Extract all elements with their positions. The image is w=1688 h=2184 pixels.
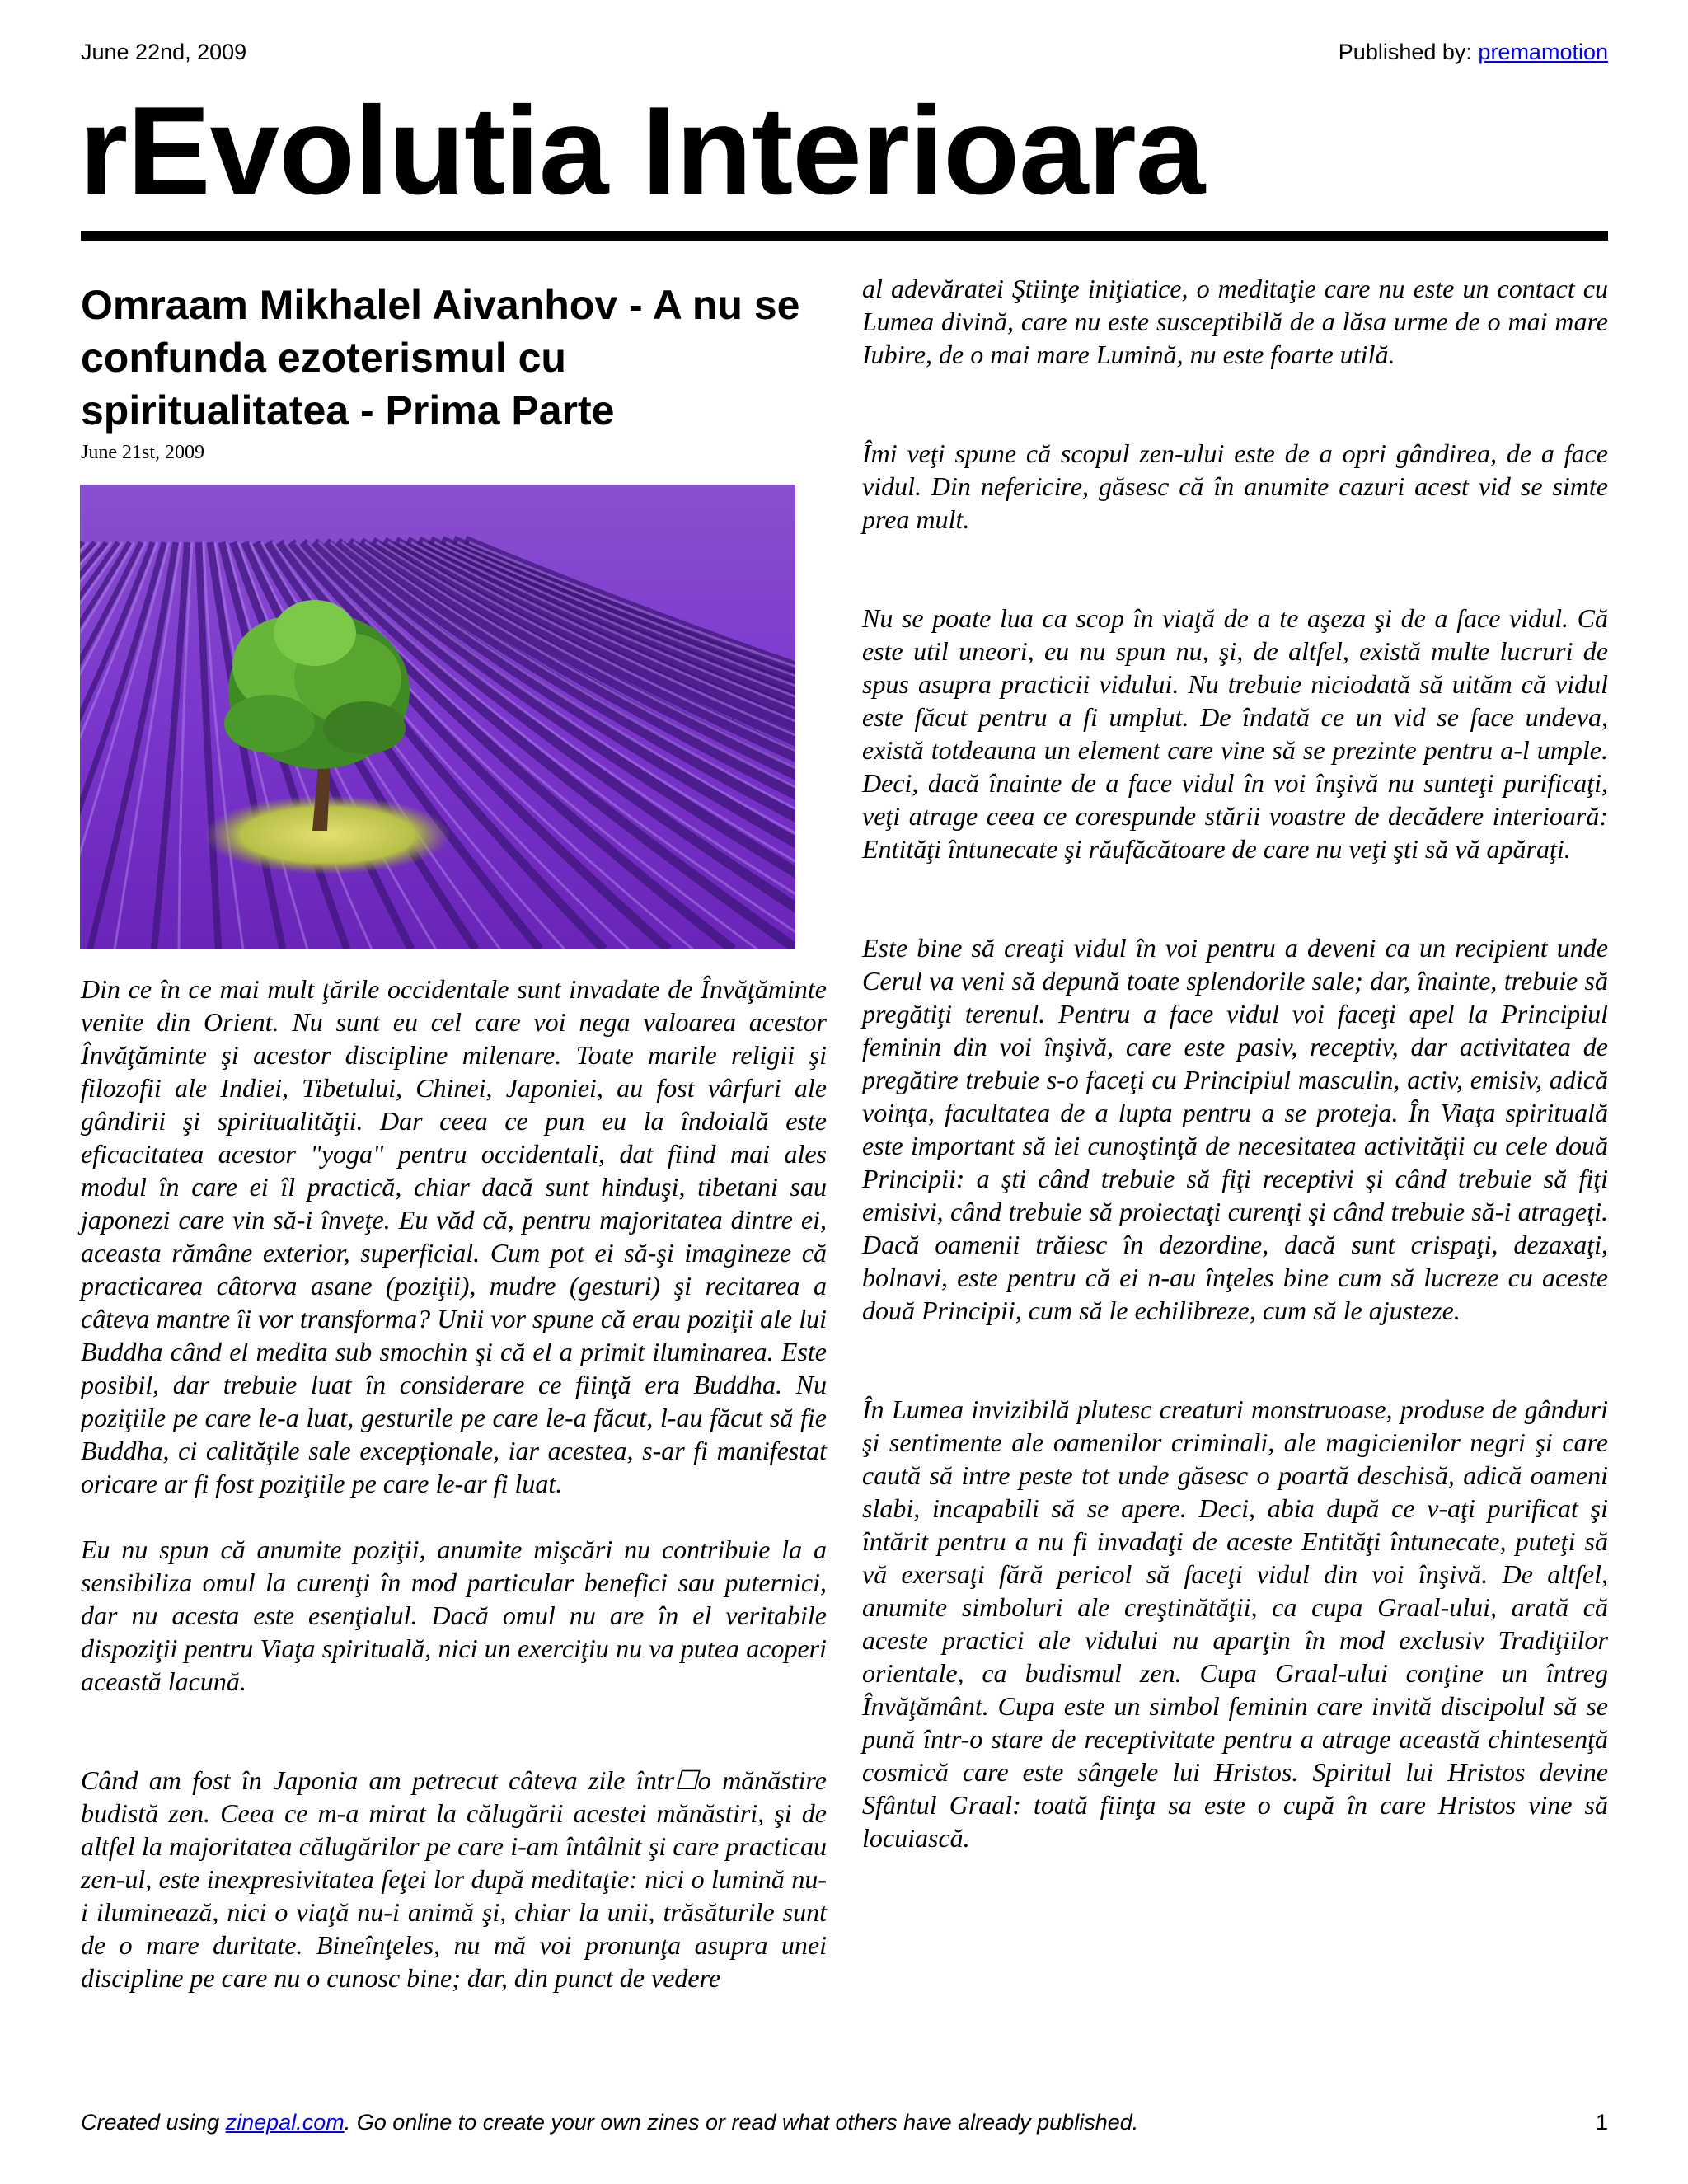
paragraph: Îmi veţi spune că scopul zen-ului este de a opri gândirea, de a face vidul. Din nefericire, găsesc că în anumite cazuri acest vid se simte prea mult. <box>862 438 1608 534</box>
page-number: 1 <box>1595 2110 1608 2135</box>
article-date: June 21st, 2009 <box>81 442 204 463</box>
zinepal-link[interactable]: zinepal.com <box>225 2110 345 2135</box>
lavender-field-photo <box>80 485 795 949</box>
paragraph: În Lumea invizibilă plutesc creaturi monstruoase, produse de gânduri şi sentimente ale oamenilor criminali, ale magicienilor negri şi care caută să intre peste tot unde găsesc o poartă deschisă, adică oameni slabi, incapabili să se apere. Deci, abia după ce v-aţi purificat şi întărit pentru a nu fi invadaţi de aceste Entităţi întunecate, puteţi să vă exersaţi fără pericol să faceţi vidul din voi înşivă. De altfel, anumite simboluri ale creştinătăţii, ca cupa Graal-ului, arată că aceste practici ale vidului nu aparţin în mod exclusiv Tradiţiilor orientale, ca budismul zen. Cupa Graal-ului conţine un întreg Învăţământ. Cupa este un simbol feminin care invită discipolul să se pună într-o stare de receptivitate pentru a atrage această chintesenţă cosmică care este sângele lui Hristos. Spiritul lui Hristos devine Sfântul Graal: toată fiinţa sa este o cupă în care Hristos vine să locuiască. <box>862 1394 1608 1853</box>
paragraph: Din ce în ce mai mult ţările occidentale sunt invadate de Învăţăminte venite din Orient. Nu sunt eu cel care voi nega valoarea acestor Învăţăminte şi acestor discipline milenare. Toate marile religii şi filozofii ale Indiei, Tibetului, Chinei, Japoniei, au fost vârfuri ale gândirii şi spiritualităţii. Dar ceea ce pun eu la îndoială este eficacitatea acestor "yoga" pentru occidentali, dat fiind mai ales modul în care ei îl practică, chiar dacă sunt hinduşi, tibetani sau japonezi care vin să-i înveţe. Eu văd că, pentru majoritatea dintre ei, aceasta rămâne exterior, superficial. Cum pot ei să-şi imagineze că practicarea câtorva asane (poziţii), mudre (gesturi) şi recitarea a câteva mantre îi vor transforma? Unii vor spune că erau poziţii ale lui Buddha când el medita sub smochin şi că el a primit iluminarea. Este posibil, dar trebuie luat în considerare ce fiinţă era Buddha. Nu poziţiile pe care le-a luat, gesturile pe care le-a făcut, l-au făcut să fie Buddha, ci calităţile sale excepţionale, iar acestea, s-ar fi manifestat oricare ar fi fost poziţiile pe care le-ar fi luat. <box>81 974 827 1498</box>
paragraph: al adevăratei Ştiinţe iniţiatice, o meditaţie care nu este un contact cu Lumea divină, care nu este susceptibilă de a lăsa urme de o mai mare Iubire, de o mai mare Lumină, nu este foarte utilă. <box>862 274 1608 369</box>
paragraph: Este bine să creaţi vidul în voi pentru a deveni ca un recipient unde Cerul va veni să depună toate splendorile sale; dar, înainte, trebuie să pregătiţi terenul. Pentru a face vidul voi faceţi apel la Principiul feminin din voi înşivă, care este pasiv, receptiv, dar activitatea de pregătire trebuie s-o faceţi cu Principiul masculin, activ, emisiv, adică voinţa, facultatea de a lupta pentru a se proteja. În Viaţa spirituală este important să iei cunoştinţă de necesitatea activităţii cu cele două Principii: a şti când trebuie să fiţi receptivi şi când trebuie să fiţi emisivi, când trebuie să proiectaţi curenţi şi când trebuie să-i atrageţi. Dacă oamenii trăiesc în dezordine, dacă sunt crispaţi, dezaxaţi, bolnavi, este pentru că ei n-au înţeles bine cum să lucreze cu aceste două Principii, cum să le echilibreze, cum să le ajusteze. <box>862 933 1608 1325</box>
paragraph: Eu nu spun că anumite poziţii, anumite mişcări nu contribuie la a sensibiliza omul la curenţi în mod particular benefici sau puternici, dar nu acesta este esenţialul. Dacă omul nu are în el veritabile dispoziţii pentru Viaţa spirituală, nici un exerciţiu nu va putea acoperi această lacună. <box>81 1535 827 1696</box>
footer-created-label: Created using <box>81 2110 220 2135</box>
masthead-title: rEvolutia Interioara <box>79 81 1205 221</box>
article-column-left <box>81 972 827 1994</box>
footer-tagline: . Go online to create your own zines or read what others have already published. <box>344 2110 1139 2135</box>
article-title: Omraam Mikhalel Aivanhov - A nu se confunda ezoterismul cu spiritualitatea - Prima Parte <box>81 282 800 434</box>
publisher-line <box>1339 40 1608 65</box>
masthead-rule <box>81 231 1608 241</box>
paragraph: Nu se poate lua ca scop în viaţă de a te aşeza şi de a face vidul. Că este util uneori, eu nu spun nu, şi, de altfel, există multe lucruri de spus asupra practicii vidului. Nu trebuie niciodată să uităm că vidul este făcut pentru a fi umplut. De îndată ce un vid se face undeva, există totdeauna un element care vine să se prezinte pentru a-l umple. Deci, dacă înainte de a face vidul în voi înşivă nu sunteţi purificaţi, veţi atrage ceea ce corespunde stării voastre de decădere interioară: Entităţi întunecate şi răufăcătoare de care nu veţi şti să vă apăraţi. <box>862 603 1608 864</box>
footer-credit <box>81 2110 1138 2135</box>
article-column-right <box>862 272 1608 1854</box>
issue-date: June 22nd, 2009 <box>81 40 247 64</box>
published-by-label: Published by: <box>1338 40 1472 64</box>
paragraph: Când am fost în Japonia am petrecut câteva zile într☐o mănăstire budistă zen. Ceea ce m-a mirat la călugării acestei mănăstiri, şi de altfel la majoritatea călugărilor pe care i-am întâlnit şi care practicau zen-ul, este inexpresivitatea feţei lor după meditaţie: nici o lumină nu-i iluminează, nici o viaţă nu-i animă şi, chiar la unii, trăsăturile sunt de o mare duritate. Bineînţeles, nu mă voi pronunţa asupra unei discipline pe care nu o cunosc bine; dar, din punct de vedere <box>81 1765 827 1993</box>
publisher-link[interactable]: premamotion <box>1478 40 1608 64</box>
